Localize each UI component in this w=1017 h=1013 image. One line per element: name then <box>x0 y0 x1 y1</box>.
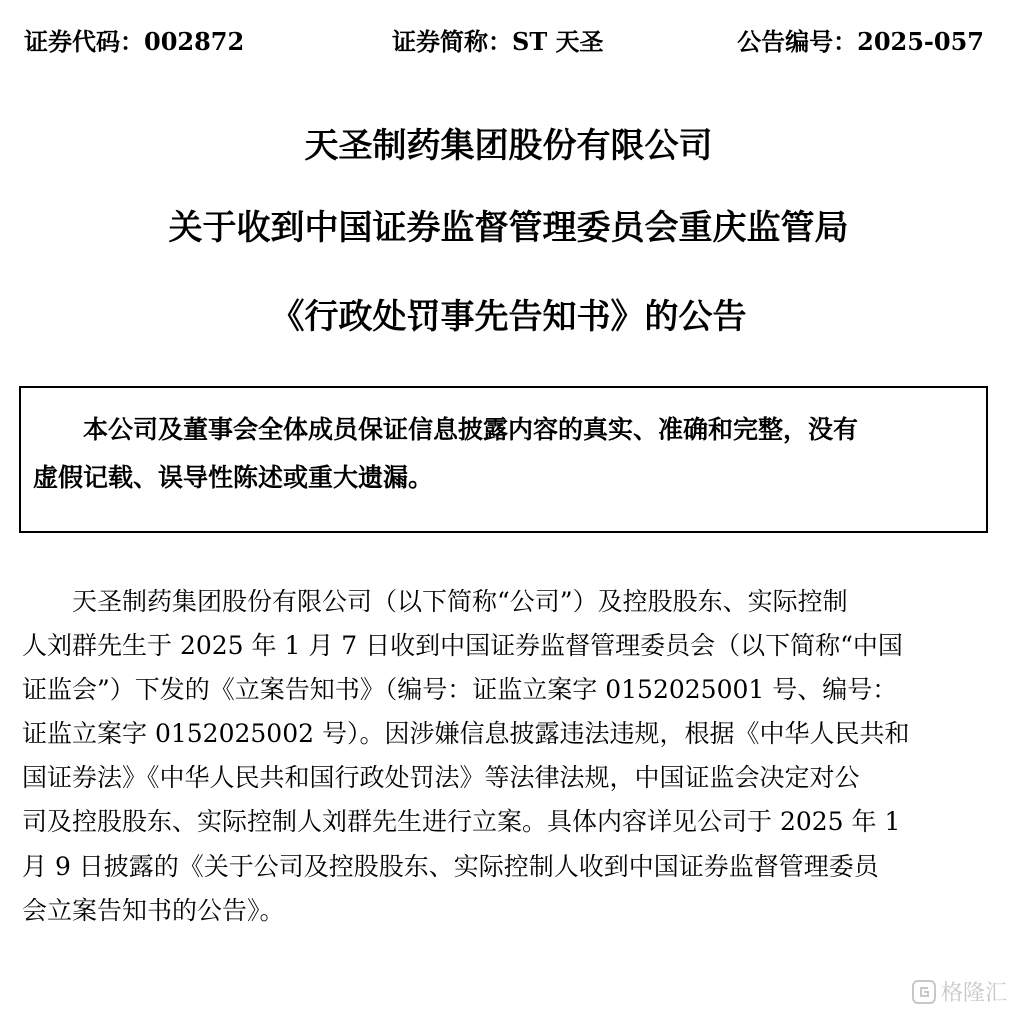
watermark-text: 格隆汇 <box>940 981 1007 1006</box>
body-line-1: 天圣制药集团股份有限公司（以下简称“公司”）及控股股东、实际控制 <box>22 587 848 616</box>
security-abbreviation: 证券简称：ST 天圣 <box>392 27 604 56</box>
company-title: 天圣制药集团股份有限公司 <box>304 126 713 166</box>
document-header <box>24 22 984 58</box>
body-line-2: 人刘群先生于 2025 年 1 月 7 日收到中国证券监督管理委员会（以下简称“中国 <box>22 631 903 661</box>
security-code: 证券代码：002872 <box>24 27 245 56</box>
board-guarantee-notice <box>19 386 988 533</box>
gelonghui-logo-icon <box>911 979 937 1005</box>
notice-line-1: 本公司及董事会全体成员保证信息披露内容的真实、准确和完整，没有 <box>33 415 859 444</box>
body-line-6: 司及控股股东、实际控制人刘群先生进行立案。具体内容详见公司于 2025 年 1 <box>22 807 901 837</box>
announcement-number: 公告编号：2025-057 <box>737 27 984 56</box>
announcement-title-line-2: 《行政处罚事先告知书》的公告 <box>270 297 747 337</box>
announcement-title-line-1: 关于收到中国证券监督管理委员会重庆监管局 <box>168 208 849 248</box>
body-paragraph <box>22 580 992 933</box>
body-line-5: 国证券法》《中华人民共和国行政处罚法》等法律法规，中国证监会决定对公 <box>22 763 860 793</box>
watermark <box>911 976 1007 1007</box>
body-line-8: 会立案告知书的公告》。 <box>22 895 285 925</box>
notice-text <box>33 406 973 502</box>
body-line-7: 月 9 日披露的《关于公司及控股股东、实际控制人收到中国证券监督管理委员 <box>22 851 879 881</box>
body-line-4: 证监立案字 0152025002 号）。因涉嫌信息披露违法违规，根据《中华人民共和 <box>22 719 910 749</box>
body-line-3: 证监会”）下发的《立案告知书》（编号：证监立案字 0152025001 号、编号： <box>22 675 898 705</box>
notice-line-2: 虚假记载、误导性陈述或重大遗漏。 <box>33 463 434 492</box>
